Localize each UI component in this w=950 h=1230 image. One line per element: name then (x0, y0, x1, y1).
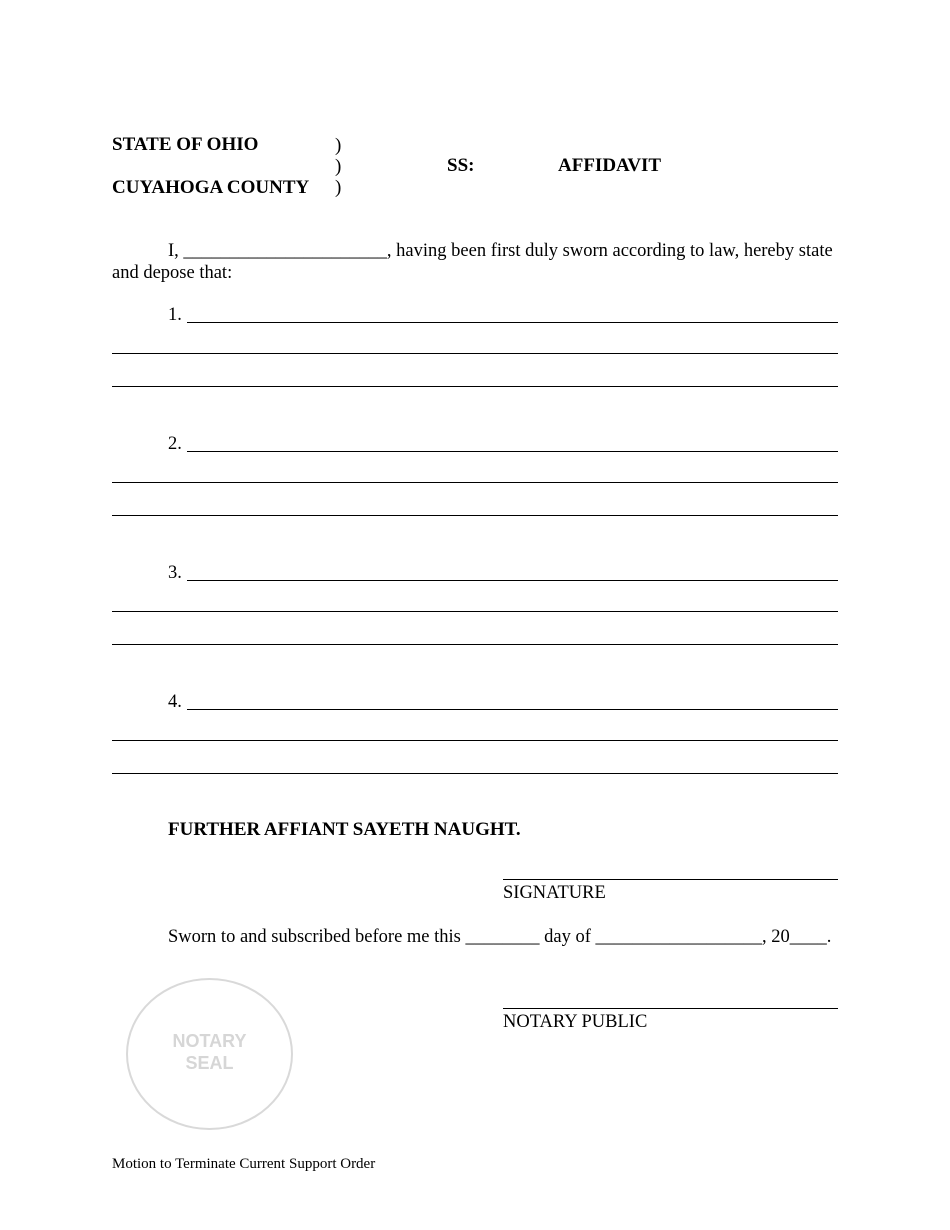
notary-seal (126, 978, 293, 1130)
county-label: CUYAHOGA COUNTY (112, 177, 310, 198)
statement-number: 2. (168, 434, 182, 454)
jurat-end: . (826, 927, 832, 947)
statement-number: 1. (168, 305, 182, 325)
intro-rest: , having been first duly sworn according to law, hereby state (386, 241, 833, 261)
statement-4-blank-line-1[interactable] (187, 709, 838, 710)
jurat-year-blank[interactable]: ____ (789, 927, 827, 947)
statement-1-blank-line-3[interactable] (112, 386, 838, 387)
ss-label: SS: (447, 155, 475, 176)
statement-3-blank-line-1[interactable] (187, 580, 838, 581)
statement-1-blank-line-2[interactable] (112, 353, 838, 354)
jurat-month-blank[interactable]: __________________ (595, 927, 762, 947)
intro-line-2: and depose that: (112, 263, 233, 283)
jurat-text-2: day of (544, 927, 591, 947)
statement-3-blank-line-2[interactable] (112, 611, 838, 612)
state-label: STATE OF OHIO (112, 134, 259, 155)
signature-label: SIGNATURE (503, 883, 606, 903)
statement-4-blank-line-3[interactable] (112, 773, 838, 774)
jurat-line (168, 927, 831, 948)
footer-text: Motion to Terminate Current Support Order (112, 1156, 376, 1172)
seal-text-line-1: NOTARY (172, 1031, 247, 1051)
statement-2-blank-line-3[interactable] (112, 515, 838, 516)
statement-number: 4. (168, 692, 182, 712)
statement-4-blank-line-2[interactable] (112, 740, 838, 741)
statement-number: 3. (168, 563, 182, 583)
intro-line-1 (168, 241, 833, 262)
seal-text-line-2: SEAL (185, 1053, 234, 1073)
caption-paren-2: ) (335, 156, 342, 177)
statement-2-blank-line-1[interactable] (187, 451, 838, 452)
jurat-text-3: , 20 (761, 927, 790, 947)
statement-3-blank-line-3[interactable] (112, 644, 838, 645)
statement-2-blank-line-2[interactable] (112, 482, 838, 483)
jurat-day-blank[interactable]: ________ (465, 927, 540, 947)
document-title: AFFIDAVIT (558, 155, 662, 176)
caption-paren-3: ) (335, 177, 342, 198)
jurat-text-1: Sworn to and subscribed before me this (168, 927, 461, 947)
notary-signature-line[interactable] (503, 1008, 838, 1009)
closing-statement: FURTHER AFFIANT SAYETH NAUGHT. (168, 819, 521, 840)
notary-label: NOTARY PUBLIC (503, 1012, 648, 1032)
signature-line[interactable] (503, 879, 838, 880)
statement-1-blank-line-1[interactable] (187, 322, 838, 323)
caption-paren-1: ) (335, 135, 342, 156)
intro-prefix: I, (168, 241, 179, 261)
affiant-name-blank[interactable]: ______________________ (183, 241, 387, 261)
